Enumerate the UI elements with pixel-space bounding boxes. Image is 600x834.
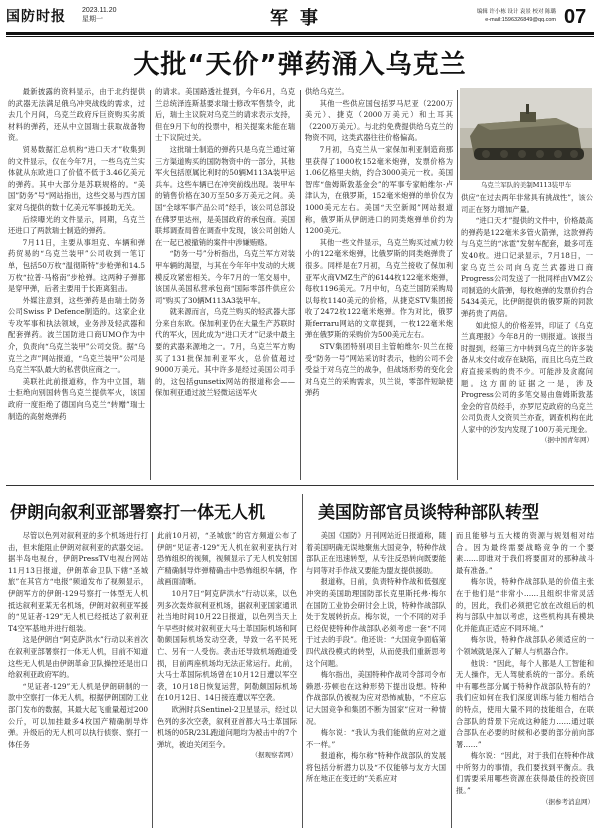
column-rule <box>457 90 458 480</box>
lead-headline: 大批“天价”弹药涌入乌克兰 <box>133 50 467 80</box>
header-rule-thin <box>6 36 594 37</box>
paragraph: 其他一些供应国包括罗马尼亚（2200万美元）、捷克（2000万美元）和土耳其（2200万美元）。与北约免费提供给乌克兰的物资不同，这类武器往往价格偏高。 <box>305 98 453 143</box>
lead-article-column-3 <box>305 86 453 482</box>
paragraph: 外媒注意到，这些弹药是由瑞士防务公司Swiss P Defence制造的。这家企业专攻军事和执法领域，业务涉及轻武器和配套弹药。波兰国防进口商UMO作为中介，负责向“乌克兰装甲”公司交货。据“乌克兰之声”网站报道，“乌克兰装甲”公司是乌克兰军队最大的私营供应商之一。 <box>8 295 145 375</box>
paragraph: 后续曝光的文件显示，同期，乌克兰还进口了两款瑞士制造的弹药。 <box>8 214 145 236</box>
photo-caption: 乌克兰军队的美制M113装甲车 <box>480 181 572 189</box>
paragraph: 欧洲时兵Sentinel-2卫星显示，经过以色列的多次空袭，叙利亚首都大马士革国际机场的05R/23L跑道问题均为被击中的7个弹坑，被迫关闭至今。 <box>157 704 297 749</box>
column-rule <box>152 532 153 828</box>
article2-column-2 <box>157 530 297 830</box>
article2-column-1 <box>8 530 148 830</box>
paragraph: 7月11日，主要从事坦克、车辆和弹药贸易的“乌克兰装甲”公司收到一笔订单，包括50万枚“温彻斯特”步枪弹和14.5万枚“拉普·马格南”步枪弹。这两种子弹都是穿甲弹，后者主要用于长距离狙击。 <box>8 237 145 294</box>
paragraph: 贸易数据汇总机构“进口天才”收集到的文件显示，仅在今年7月，一些乌克兰实体就从东欧进口了价值不低于3.46亿美元的弹药。其中大部分是苏联规格的。“美国”防务”号“网站指出，这些交易与西方国家对乌提供的数十亿美元军事援助无关。 <box>8 144 145 212</box>
column-4-paragraphs <box>461 215 593 435</box>
paragraph: 最新披露的资料显示，由于北约提供的武器无法满足俄乌冲突战线的需求，过去几个月间，乌克兰政府斥巨资购买劣质材料的弹药，还从中立国瑞士获取战备物资。 <box>8 87 145 143</box>
paragraph: 如此惊人的价格差异，印证了《乌克兰真理报》今年8月的一则报道。该报当时提到，经第三方中转到乌克兰的许多装备从未交付或存在缺陷，而且比乌克兰政府直接采购的贵不少。可能涉及贪腐问题。这方面的证据之一是，涉及Progress公司的多笔交易由詹姆斯敦基金会的官员经手，亦罗尼克政府的乌克兰公司负责人交资贝兰亦查，调查机构在此人家中的沙发内发现了100万美元现金。 <box>461 320 593 434</box>
paragraph: “进口天才”提供的文件中，价格最高的弹药是122毫米多管火箭弹，这款弹药与乌克兰的“冰雹”发射车配套，最多可连发40枚。进口记录显示，7月18日，一家乌克兰公司向乌克兰武器进口商Progress公司发送了一批同样由VMZ公司制造的火箭弹，每枚炮弹的发票价约合5434美元，比伊朗提供的俄罗斯的同款弹药贵了两倍。 <box>461 216 593 318</box>
m113-apc-image <box>460 88 592 180</box>
paragraph: 此前10月初，“圣城旅”的官方频道公布了伊朗“见证者-129”无人机在叙利亚执行对恐怖组织的视频，视频显示了无人机发射国产精确制导炸弹精确击中恐怖组织车辆，作战画面清晰。 <box>157 531 297 587</box>
paragraph: 美国《国防》月刊网站近日报道称，随着美国明确无误地聚焦大国竞争，特种作战部队正在迅速转型，从专注反恐转向既要能与同等对手作战又要能为盟友提供援助。 <box>306 531 446 575</box>
article2-headline: 伊朗向叙利亚部署察打一体无人机 <box>10 503 265 523</box>
paragraph: 他说：“因此，每个人都是人工智能和无人操作，无人驾驶系统的一部分。系统中有哪些部分属于特种作战部队特有的？我们应如何在我们深度训练与能力相结合的特点，使用大量不同的技能组合，在联合部队的背景下完成这种能力……通过联合部队在必要的时候和必要的部分前向部署……” <box>456 658 594 749</box>
paragraph: “防务一号”分析指出，乌克兰军方对装甲车辆的渴望，与其在今年年中发动的大规模反攻紧密相关。今年7月的一笔交易中，该国从美国私营承包商“国际零部件供应公司”购买了30辆M113A3装甲车。 <box>155 249 295 305</box>
column-rule <box>302 494 303 828</box>
paragraph: 报道称，梅尔称“特种作战部队的发展将包括分析潜力以及“不仅能够与友方大国所在地正在变迁的”关系应对 <box>306 751 446 784</box>
paragraph: 10月7日“阿克萨洪水”行动以来，以色列多次轰炸叙利亚机场，据叙利亚国家通讯社当地时间10月22日报道，以色列当天上午早些时候对叙利亚大马士革国际机场和阿勒颇国际机场发动空袭，导致一名平民死亡、另有一人受伤。袭击还导致机场跑道受损，目前两座机场均无法正常运行。此前，大马士革国际机场曾在10月12日遭以军空袭，10月18日恢复运营，阿勒颇国际机场在10月12日、14日接连遭以军空袭。 <box>157 588 297 703</box>
section-title: 军事 <box>270 8 330 29</box>
lead-article-column-1 <box>8 86 145 482</box>
editor-names: 编辑 许小栋 设计 袁景 校对 陈璐 <box>476 9 556 15</box>
column-4-continuation: 供应“在过去两年非常具有挑战性”，该公司正在努力增加产量。 <box>461 193 593 214</box>
column-rule <box>150 90 151 480</box>
column-rule <box>300 90 301 480</box>
masthead-logo: 国防时报 <box>6 9 66 25</box>
article3-column-1 <box>306 530 446 830</box>
paragraph: 的请求。美国路透社提到，今年6月，乌克兰总统泽连斯基要求瑞士修改军售禁令，此后，瑞士主议院对乌克兰的请求表示支持，但在9月下旬的投票中，相关提案未能在瑞士下议院过关。 <box>155 87 295 143</box>
paragraph: 这是伊朗自“阿克萨洪水”行动以来首次在叙利亚部署察打一体无人机，目前不知道这些无人机是由伊朗革命卫队操控还是出口给叙利亚政府军的。 <box>8 635 148 680</box>
section-divider <box>6 485 594 486</box>
editor-credits <box>420 8 556 24</box>
article3-credit: （据参考消息网） <box>542 797 594 806</box>
paragraph: 梅尔说，特种作战部队是的价值主张在于他们是“非常小……且组织非常灵活的，因此，我们必须把它放在改组后的机构与部队中加以考虑，这些机构具有模块化并能真正适应不同环境。” <box>456 577 594 633</box>
paragraph: 而且能够与五大楼的资源与规划相对结合。因为最终需要战略竞争的一个要素……即谁对于我们将要面对的那种战斗最有准备。” <box>456 531 594 575</box>
armored-vehicle-photo <box>460 88 592 180</box>
lead-article-credit: （据中国青年网） <box>541 436 593 445</box>
date-line: 2023.11.20 <box>82 7 117 14</box>
paragraph: “见证者-129”无人机是伊朗研制的一款中空察打一体无人机，根据伊朗国防工业部门发布的数据，其最大起飞重量超过200公斤，可以加挂最多4枚国产精确制导炸弹。升级后的无人机可以执行侦察、察打一体任务 <box>8 681 148 749</box>
paragraph: 报道称，日前，负责特种作战和低强度冲突的美国助理国防部长克里斯托弗·梅尔在国防工业协会研讨会上说，特种作战部队处于发展转折点。梅尔说，一个不同的对手已经促使特种作战部队必须考虑一套“不同于过去的手段”。他还说：“大国竞争面临第四代战役模式的转型，从而使我们重新思考这个问题。 <box>306 577 446 668</box>
article3-column-2-paragraphs <box>456 530 594 797</box>
paragraph: 梅尔说：“因此，对于我们在特种作战中所努力的事情，我们要找到平衡点。我们需要采用哪些资源在获得最佳的投资回报。” <box>456 751 594 796</box>
column-rule <box>451 532 452 828</box>
header-rule-thick <box>6 32 594 35</box>
paragraph: 7月初，乌克兰从一家保加利亚制造商那里获得了1000枚152毫米炮弹，发票价格为1.06亿格里夫纳，约合3000美元一枚。美国智库“詹姆斯敦基金会”的军事专家帕维尔·卢津认为，在俄罗斯，152毫米炮弹的单价仅为1000美元左右。美国“天空新闻”网站报道称，俄罗斯从伊朗进口的同类炮弹单价约为1200美元。 <box>305 144 453 236</box>
paragraph: 梅尔说，特种作战部队必须适应的一个领域就是深入了解人与机器合作。 <box>456 635 594 656</box>
page-number: 07 <box>564 6 587 28</box>
lead-article-column-2 <box>155 86 295 482</box>
page-header <box>0 0 600 42</box>
issue-date <box>82 6 117 24</box>
article3-headline: 美国防部官员谈特种部队转型 <box>318 503 539 523</box>
paragraph: 尽管以色列对叙利亚的多个机场进行打击，但未能阻止伊朗对叙利亚的武器交运。据半岛电视台，伊朗PressTV电视台网站11月13日报道，伊朗革命卫队下辖“圣城旅”在其官方“电报”频道发布了视频显示，伊朗军方的伊朗-129号察打一体型无人机抵达叙利亚某无名机场，伊朗对叙利亚军援的“见证者-129”无人机已经抵达了叙利亚T4空军基地并进行组装。 <box>8 531 148 633</box>
paragraph: 这批瑞士制造的弹药只是乌克兰通过第三方渠道购买的国防物资中的一部分，其他军火包括原属比利时的50辆M113A装甲运兵车。这些车辆已在冲突前线出现。装甲车的销售价格在30万至50多万美元之间。美国“全球军事产品公司”经手，该公司总部设在佛罗里达州，是美国政府的承包商。美国联邦调查局曾在调查中发现，该公司创始人在一起已被撤销的案件中涉嫌贿赂。 <box>155 144 295 247</box>
article3-column-2 <box>456 530 594 830</box>
weekday: 星期一 <box>82 16 103 23</box>
paragraph: 供给乌克兰。 <box>305 87 349 96</box>
article2-column-2-paragraphs <box>157 530 297 750</box>
paragraph: 美联社此前报道称，作为中立国，瑞士拒绝向别国转售乌克兰提供军火，该国政府一度拒绝了德国向乌克兰“转赠”瑞士制造的高射炮弹药 <box>8 376 145 421</box>
paragraph: 其他一些文件显示，乌克兰购买过威力较小的122毫米炮弹，比俄罗斯的同类炮弹贵了很多。同样是在7月初，乌克兰接收了保加利亚军火商VMZ生产的6144枚122毫米炮弹，每枚1196美元。7月中旬，乌克兰国防采购局以每枚1140美元的价格，从捷克STV集团接收了2472枚122毫米炮弹。作为对比，俄罗斯ferraru网站的文章提到，一枚122毫米炮弹在俄罗斯的采购价为500美元左右。 <box>305 237 453 340</box>
paragraph: 梅尔说：“我认为我们能做的应对之道不一样。” <box>306 728 446 749</box>
lead-article-column-4 <box>461 192 593 484</box>
paragraph: STV集团特别项目主管帕维尔·贝兰在接受“防务一号”网站采访时表示，他的公司不会受益于对乌克兰的战争，但战场形势的变化会对乌克兰的采购需求，贝兰说，零部件短缺使弹药 <box>305 342 453 398</box>
article2-credit: （据观察者网） <box>251 751 297 760</box>
editor-email: e-mail:1596326849@qq.com <box>485 17 556 23</box>
paragraph: 梅尔指出，美国特种作战司令部司令布赖恩·芬顿也在这种形势下提出设想。特种作战部队仍被视为应对恐怖威胁，“不应忘记大国竞争和集团不断为国家”应对一种情况。 <box>306 670 446 726</box>
paragraph: 就来源而言，乌克兰购买的轻武器大部分来自东欧。保加利亚仍在大量生产苏联时代的军火，因此成为“进口天才”记录中最主要的武器来源地之一。7月，乌克兰军方购买了131批保加利亚军火，总价值超过9000万美元。其中许多是经过美国公司手的，这包括gunsetix网站的报道称会——保加利亚通过波兰轻微运送军火 <box>155 307 295 398</box>
